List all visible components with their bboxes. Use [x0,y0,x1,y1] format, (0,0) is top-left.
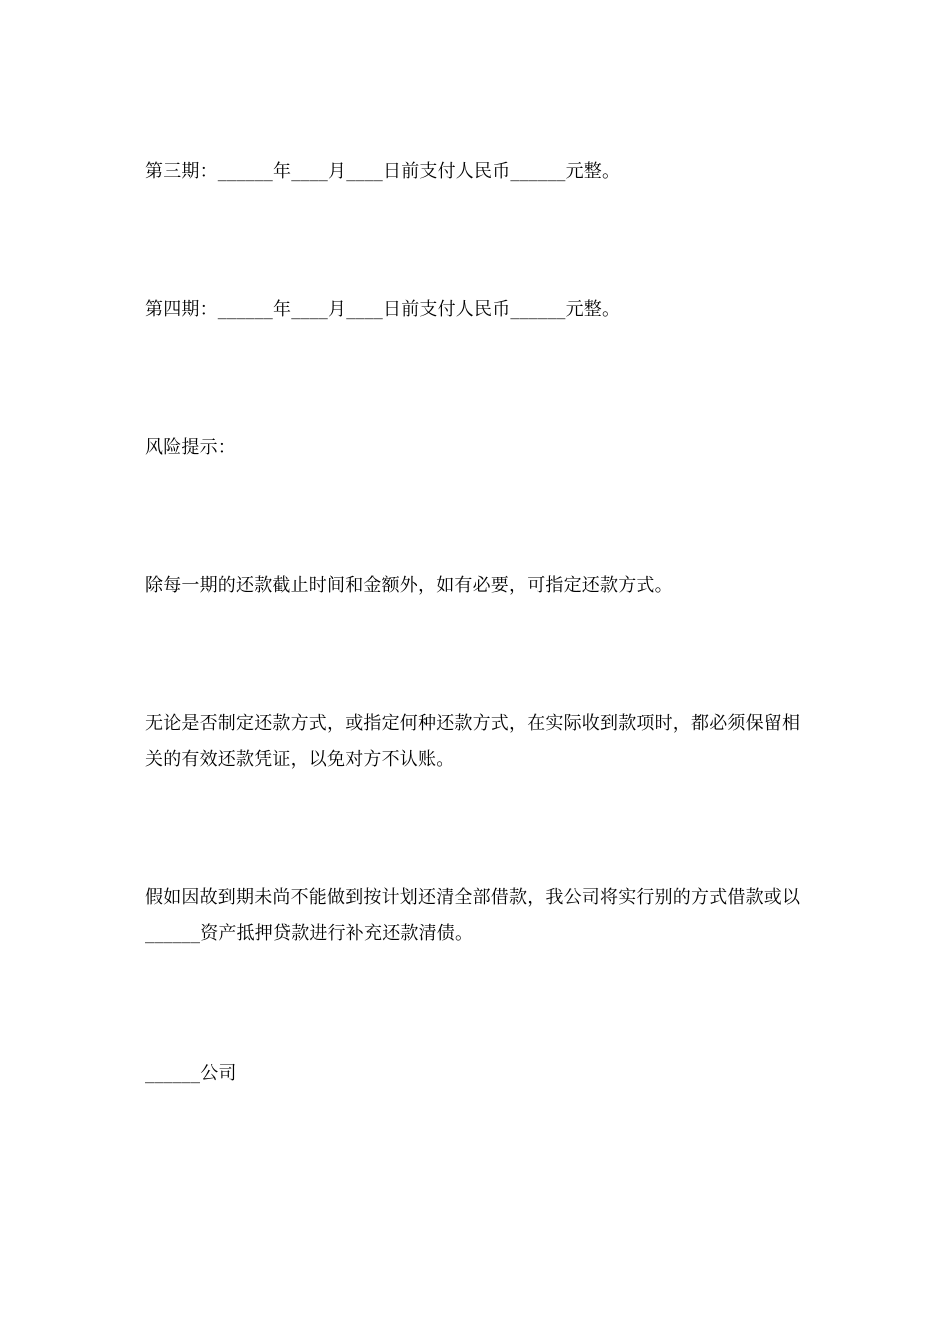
installment-4-line: 第四期：______年____月____日前支付人民币______元整。 [145,299,621,320]
risk-paragraph-1: 除每一期的还款截止时间和金额外，如有必要，可指定还款方式。 [145,575,673,596]
risk-paragraph-2: 无论是否制定还款方式，或指定何种还款方式，在实际收到款项时，都必须保留相关的有效还款凭证，以免对方不认账。 [145,713,801,770]
risk-paragraph-3: 假如因故到期未尚不能做到按计划还清全部借款，我公司将实行别的方式借款或以______资产抵押贷款进行补充还款清债。 [145,887,801,944]
installment-3-line: 第三期：______年____月____日前支付人民币______元整。 [145,161,621,182]
risk-heading: 风险提示： [145,437,236,458]
signature-company: ______公司 [145,1063,237,1084]
